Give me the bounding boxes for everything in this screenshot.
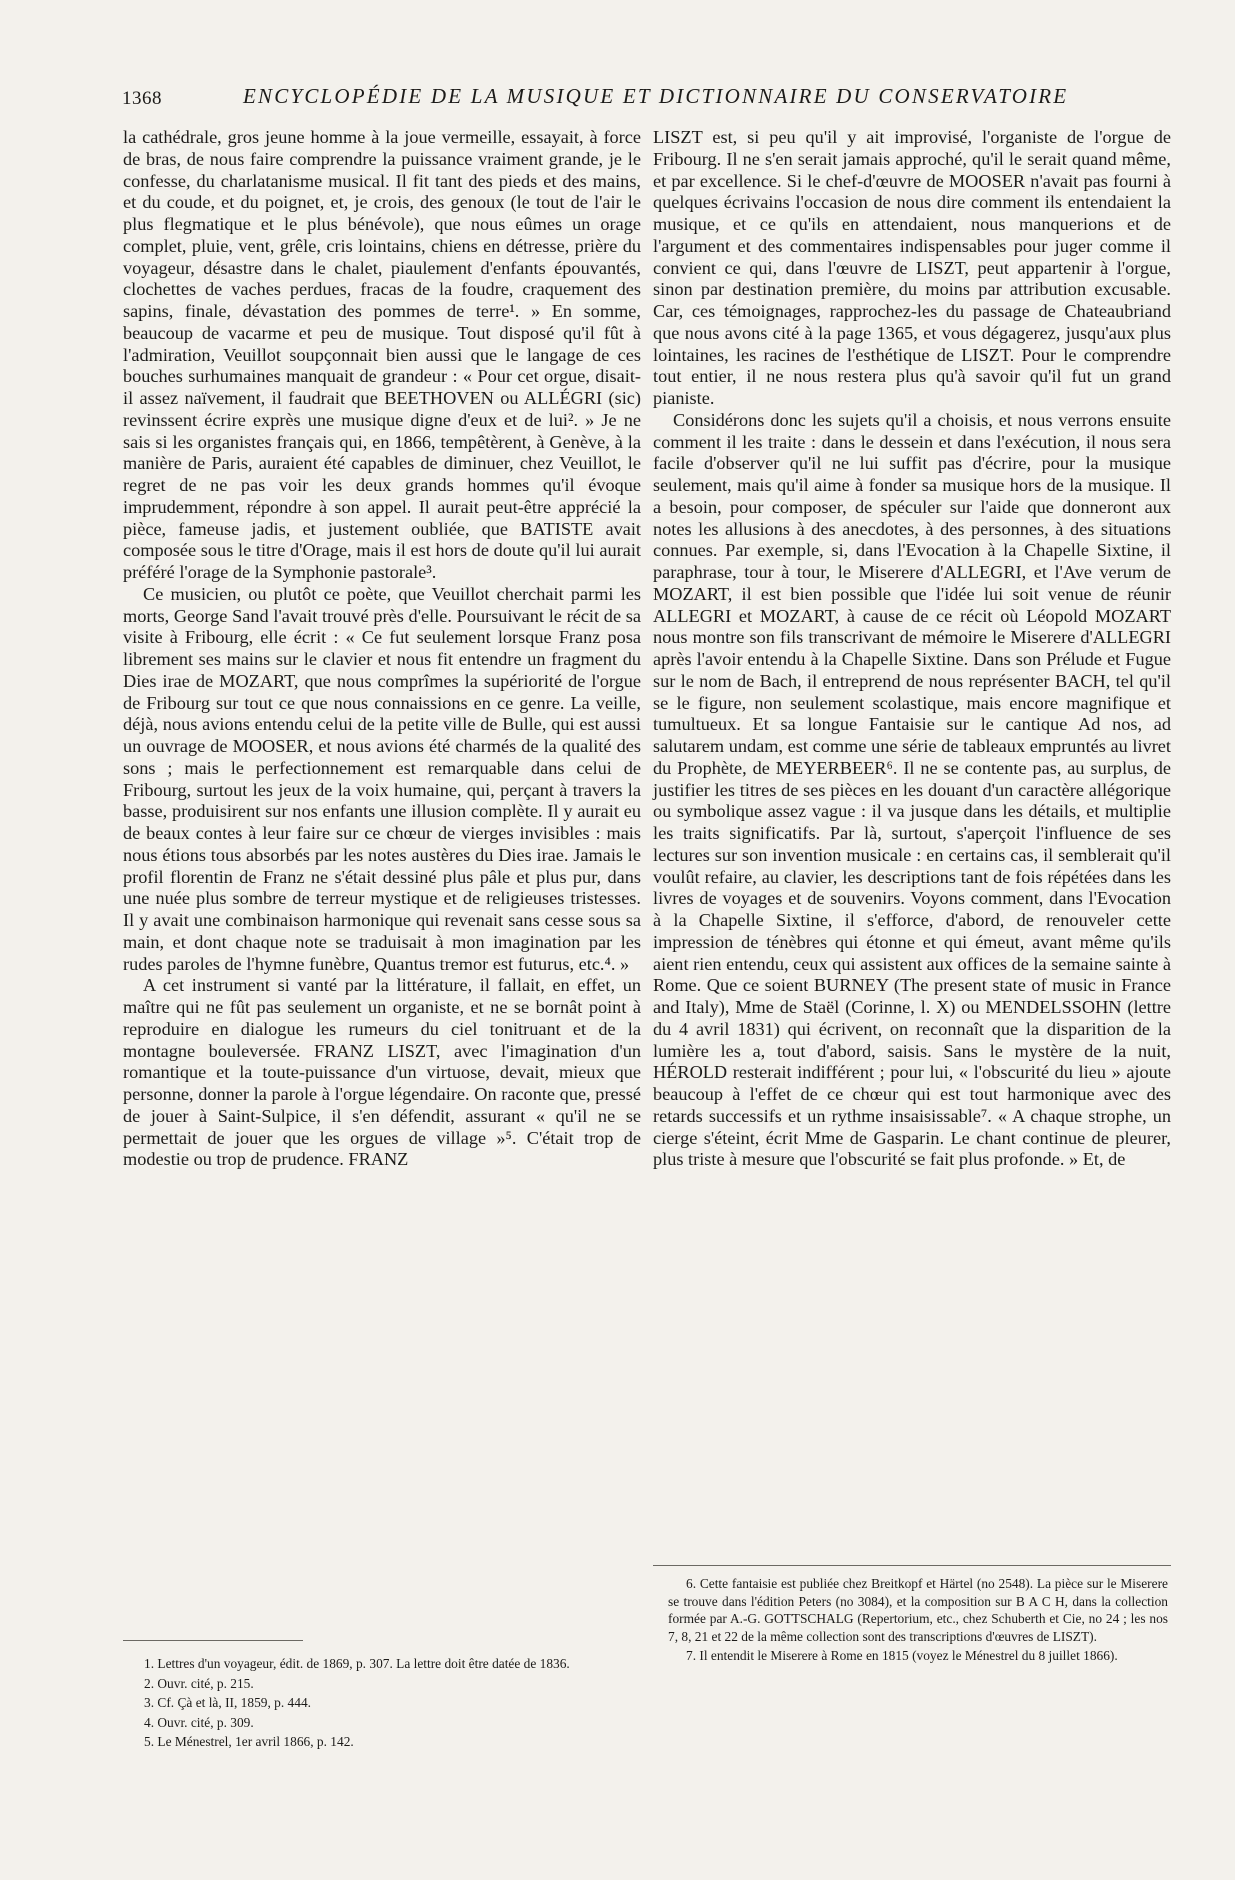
footnote: 5. Le Ménestrel, 1er avril 1866, p. 142. (144, 1734, 354, 1749)
paragraph: Ce musicien, ou plutôt ce poète, que Veuillot cherchait parmi les morts, George Sand l'avait trouvé près d'elle. Poursuivant le récit de sa visite à Fribourg, elle écrit : « Ce fut seulement lorsque Franz posa librement ses mains sur le clavier et nous fit entendre un fragment du Dies irae de MOZART, que nous comprîmes la supériorité de l'orgue de Fribourg sur tout ce que nous connaissions en ce genre. La veille, déjà, nous avions entendu celui de la petite ville de Bulle, qui est aussi un ouvrage de MOOSER, et nous avions été charmés de la qualité des sons ; mais le perfectionnement est remarquable dans celui de Fribourg, surtout les jeux de la voix humaine, qui, perçant à travers la basse, produisirent sur nos enfants une illusion complète. Il y aurait eu de beaux contes à leur faire sur ce chœur de vierges invisibles : mais nous étions tous absorbés par les notes austères du Dies irae. Jamais le profil florentin de Franz ne s'était dessiné plus pâle et plus pur, dans une nuée plus sombre de terreur mystique et de religieuses tristesses. Il y avait une combinaison harmonique qui revenait sans cesse sous sa main, et dont chaque note se traduisait à mon imagination par les rudes paroles de l'hymne funèbre, Quantus tremor est futurus, etc.⁴. » (123, 583, 641, 974)
paragraph: Considérons donc les sujets qu'il a choisis, et nous verrons ensuite comment il les traite : dans le dessein et dans l'exécution, il nous sera facile d'observer qu'il ne lui suffit pas d'écrire, pour la musique seulement, mais qu'il aime à fonder sa musique hors de la musique. Il a besoin, pour composer, de spéculer sur l'aide que donneront aux notes les allusions à des anecdotes, à des personnes, à des situations connues. Par exemple, si, dans l'Evocation à la Chapelle Sixtine, il paraphrase, tour à tour, le Miserere d'ALLEGRI, et l'Ave verum de MOZART, il est bien possible que l'idée lui soit venue de réunir ALLEGRI et MOZART, à cause de ce récit où Léopold MOZART nous montre son fils transcrivant de mémoire le Miserere d'ALLEGRI après l'avoir entendu à la Chapelle Sixtine. Dans son Prélude et Fugue sur le nom de Bach, il entreprend de nous représenter BACH, tel qu'il se le figure, non seulement scolastique, mais encore magnifique et tumultueux. Et sa longue Fantaisie sur le cantique Ad nos, ad salutarem undam, est comme une série de tableaux empruntés au livret du Prophète, de MEYERBEER⁶. Il ne se contente pas, au surplus, de justifier les titres de ses pièces en les douant d'un caractère allégorique ou symbolique assez vague : il va jusque dans les détails, et multiplie les traits significatifs. Par là, surtout, s'aperçoit l'influence de ses lectures sur son invention musicale : en certains cas, il semblerait qu'il voulût refaire, au clavier, les descriptions tant de fois répétées dans les livres de voyages et de souvenirs. Voyons comment, dans l'Evocation à la Chapelle Sixtine, il s'efforce, d'abord, de renouveler cette impression de ténèbres qui étonne et qui émeut, avant même qu'ils aient rien entendu, ceux qui assistent aux offices de la semaine sainte à Rome. Que ce soient BURNEY (The present state of music in France and Italy), Mme de Staël (Corinne, l. X) ou MENDELSSOHN (lettre du 4 avril 1831) qui écrivent, on reconnaît que la disparition de la lumière les a, tout d'abord, saisis. Sans le mystère de la nuit, HÉROLD resterait indifférent ; pour lui, « l'obscurité du lieu » ajoute beaucoup à l'effet de ce chœur qui est tout harmonique avec des retards successifs et un rythme insaisissable⁷. « A chaque strophe, un cierge s'éteint, écrit Mme de Gasparin. Le chant continue de pleurer, plus triste à mesure que l'obscurité se fait plus profonde. » Et, de (653, 409, 1171, 1170)
running-title: ENCYCLOPÉDIE DE LA MUSIQUE ET DICTIONNAIRE DU CONSERVATOIRE (243, 84, 1069, 108)
footnote: 3. Cf. Çà et là, II, 1859, p. 444. (144, 1695, 311, 1710)
footnote: 4. Ouvr. cité, p. 309. (144, 1714, 254, 1730)
footnote: 6. Cette fantaisie est publiée chez Breitkopf et Härtel (no 2548). La pièce sur le Miserere se trouve dans l'édition Peters (no 3084), et la composition sur B A C H, dans la collection formée par A.-G. GOTTSCHALG (Repertorium, etc., chez Schuberth et Cie, no 24 ; les nos 7, 8, 21 et 22 de la même collection sont des transcriptions d'œuvres de LISZT). (668, 1576, 1168, 1644)
footnote: 1. Lettres d'un voyageur, édit. de 1869, p. 307. La lettre doit être datée de 1836. (144, 1656, 570, 1671)
paragraph: LISZT est, si peu qu'il y ait improvisé, l'organiste de l'orgue de Fribourg. Il ne s'en serait jamais approché, qu'il le serait quand même, et par excellence. Si le chef-d'œuvre de MOOSER n'avait pas fourni à quelques écrivains l'occasion de nous dire comment ils entendaient la musique, et ce qu'ils en attendaient, nous manquerions et de l'argument et des commentaires indispensables pour juger comme il convient ce qui, dans l'œuvre de LISZT, peut appartenir à l'orgue, sinon par destination première, du moins par attribution excusable. Car, ces témoignages, rapprochez-les du passage de Chateaubriand que nous avons cité à la page 1365, et vous dégagerez, jusqu'aux plus lointaines, les racines de l'esthétique de LISZT. Pour le comprendre tout entier, il ne nous restera plus qu'à savoir qu'il fut un grand pianiste. (653, 127, 1171, 408)
footnote-divider (653, 1565, 1171, 1566)
paragraph: la cathédrale, gros jeune homme à la joue vermeille, essayait, à force de bras, de nous faire comprendre la puissance vraiment grande, je le confesse, du charlatanisme musical. Il fit tant des pieds et des mains, et du coude, et du poignet, et, je crois, des genoux (le tout de l'air le plus flegmatique et le plus bénévole), que nous eûmes un orage complet, pluie, vent, grêle, cris lointains, chiens en détresse, prière du voyageur, désastre dans le chalet, piaulement d'enfants épouvantés, clochettes de vaches perdues, fracas de la foudre, craquement des sapins, finale, dévastation des pommes de terre¹. » En somme, beaucoup de vacarme et peu de musique. Tout disposé qu'il fût à l'admiration, Veuillot soupçonnait bien aussi que le langage de ces bouches surhumaines manquait de grandeur : « Pour cet orgue, disait-il assez naïvement, il faudrait que BEETHOVEN ou ALLÉGRI (sic) revinssent écrire exprès une musique digne d'eux et de lui². » Je ne sais si les organistes français qui, en 1866, tempêtèrent, à Genève, à la manière de Paris, auraient été capables de diminuer, chez Veuillot, le regret de ne pas voir les deux grands hommes qu'il évoque imprudemment, répondre à son appel. Il aurait peut-être apprécié la pièce, fameuse jadis, et justement oubliée, que BATISTE avait composée sous le titre d'Orage, mais il est hors de doute qu'il lui aurait préféré l'orage de la Symphonie pastorale³. (123, 127, 641, 582)
footnotes-right (668, 1575, 1168, 1667)
footnote: 7. Il entendit le Miserere à Rome en 1815 (voyez le Ménestrel du 8 juillet 1866). (686, 1648, 1118, 1663)
footnote-divider (123, 1640, 303, 1641)
footnote: 2. Ouvr. cité, p. 215. (144, 1675, 254, 1691)
left-column (123, 127, 641, 1171)
page-number: 1368 (122, 88, 162, 109)
footnotes-left (126, 1655, 646, 1753)
paragraph: A cet instrument si vanté par la littérature, il fallait, en effet, un maître qui ne fût pas seulement un organiste, et ne se bornât point à reproduire en dialogue les rumeurs du ciel tonitruant et de la montagne bouleversée. FRANZ LISZT, avec l'imagination d'un romantique et la toute-puissance d'un virtuose, devait, mieux que personne, donner la parole à l'orgue légendaire. On raconte que, pressé de jouer à Saint-Sulpice, il s'en défendit, assurant « qu'il ne se permettait de jouer que les orgues de village »⁵. C'était trop de modestie ou trop de prudence. FRANZ (123, 975, 641, 1170)
right-column (653, 127, 1171, 1171)
